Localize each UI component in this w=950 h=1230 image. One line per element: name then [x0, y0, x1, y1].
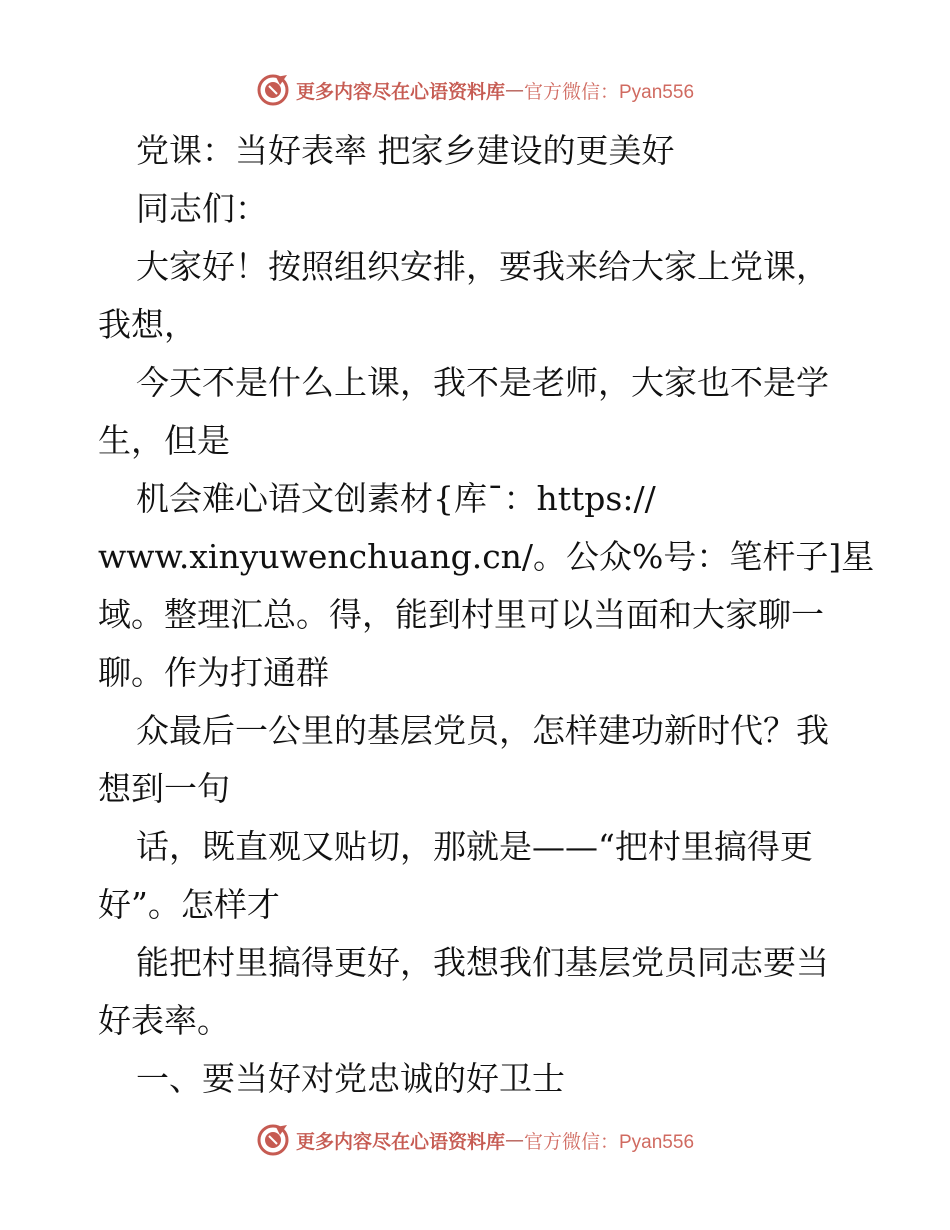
paragraph-line: 我想， [98, 305, 197, 344]
paragraph-line: 生，但是 [98, 421, 230, 460]
watermark-wechat-text: 官方微信：Pyan556 [524, 81, 695, 103]
paragraph-line: 今天不是什么上课，我不是老师，大家也不是学 [136, 363, 829, 402]
pen-logo-icon [256, 73, 290, 107]
watermark-dash: — [505, 79, 524, 101]
paragraph-line: 能把村里搞得更好，我想我们基层党员同志要当 [136, 943, 829, 982]
watermark-site-text: 更多内容尽在心语资料库 [295, 80, 505, 103]
salutation: 同志们： [136, 189, 268, 228]
paragraph-line: 聊。作为打通群 [98, 653, 329, 692]
paragraph-line: 好”。怎样才 [98, 885, 280, 924]
paragraph-line: 众最后一公里的基层党员，怎样建功新时代？我 [136, 711, 829, 750]
pen-logo-icon [256, 1123, 290, 1157]
document-body [98, 122, 875, 1108]
header-watermark [0, 70, 950, 110]
section-heading: 一、要当好对党忠诚的好卫士 [136, 1059, 565, 1098]
paragraph-line: 大家好！按照组织安排，要我来给大家上党课， [136, 247, 829, 286]
paragraph-line: 机会难心语文创素材{库¯：https:// [136, 479, 656, 518]
paragraph-line: 域。整理汇总。得，能到村里可以当面和大家聊一 [98, 595, 824, 634]
document-title: 党课：当好表率 把家乡建设的更美好 [136, 131, 675, 170]
watermark-wechat-text: 官方微信：Pyan556 [524, 1131, 695, 1153]
footer-watermark [0, 1120, 950, 1160]
paragraph-line: 话，既直观又贴切，那就是——“把村里搞得更 [136, 827, 813, 866]
paragraph-line: www.xinyuwenchuang.cn/。公众%号：笔杆子]星 [98, 537, 875, 576]
watermark-site-text: 更多内容尽在心语资料库 [295, 1130, 505, 1153]
watermark-dash: — [505, 1129, 524, 1151]
paragraph-line: 想到一句 [98, 769, 230, 808]
paragraph-line: 好表率。 [98, 1001, 230, 1040]
